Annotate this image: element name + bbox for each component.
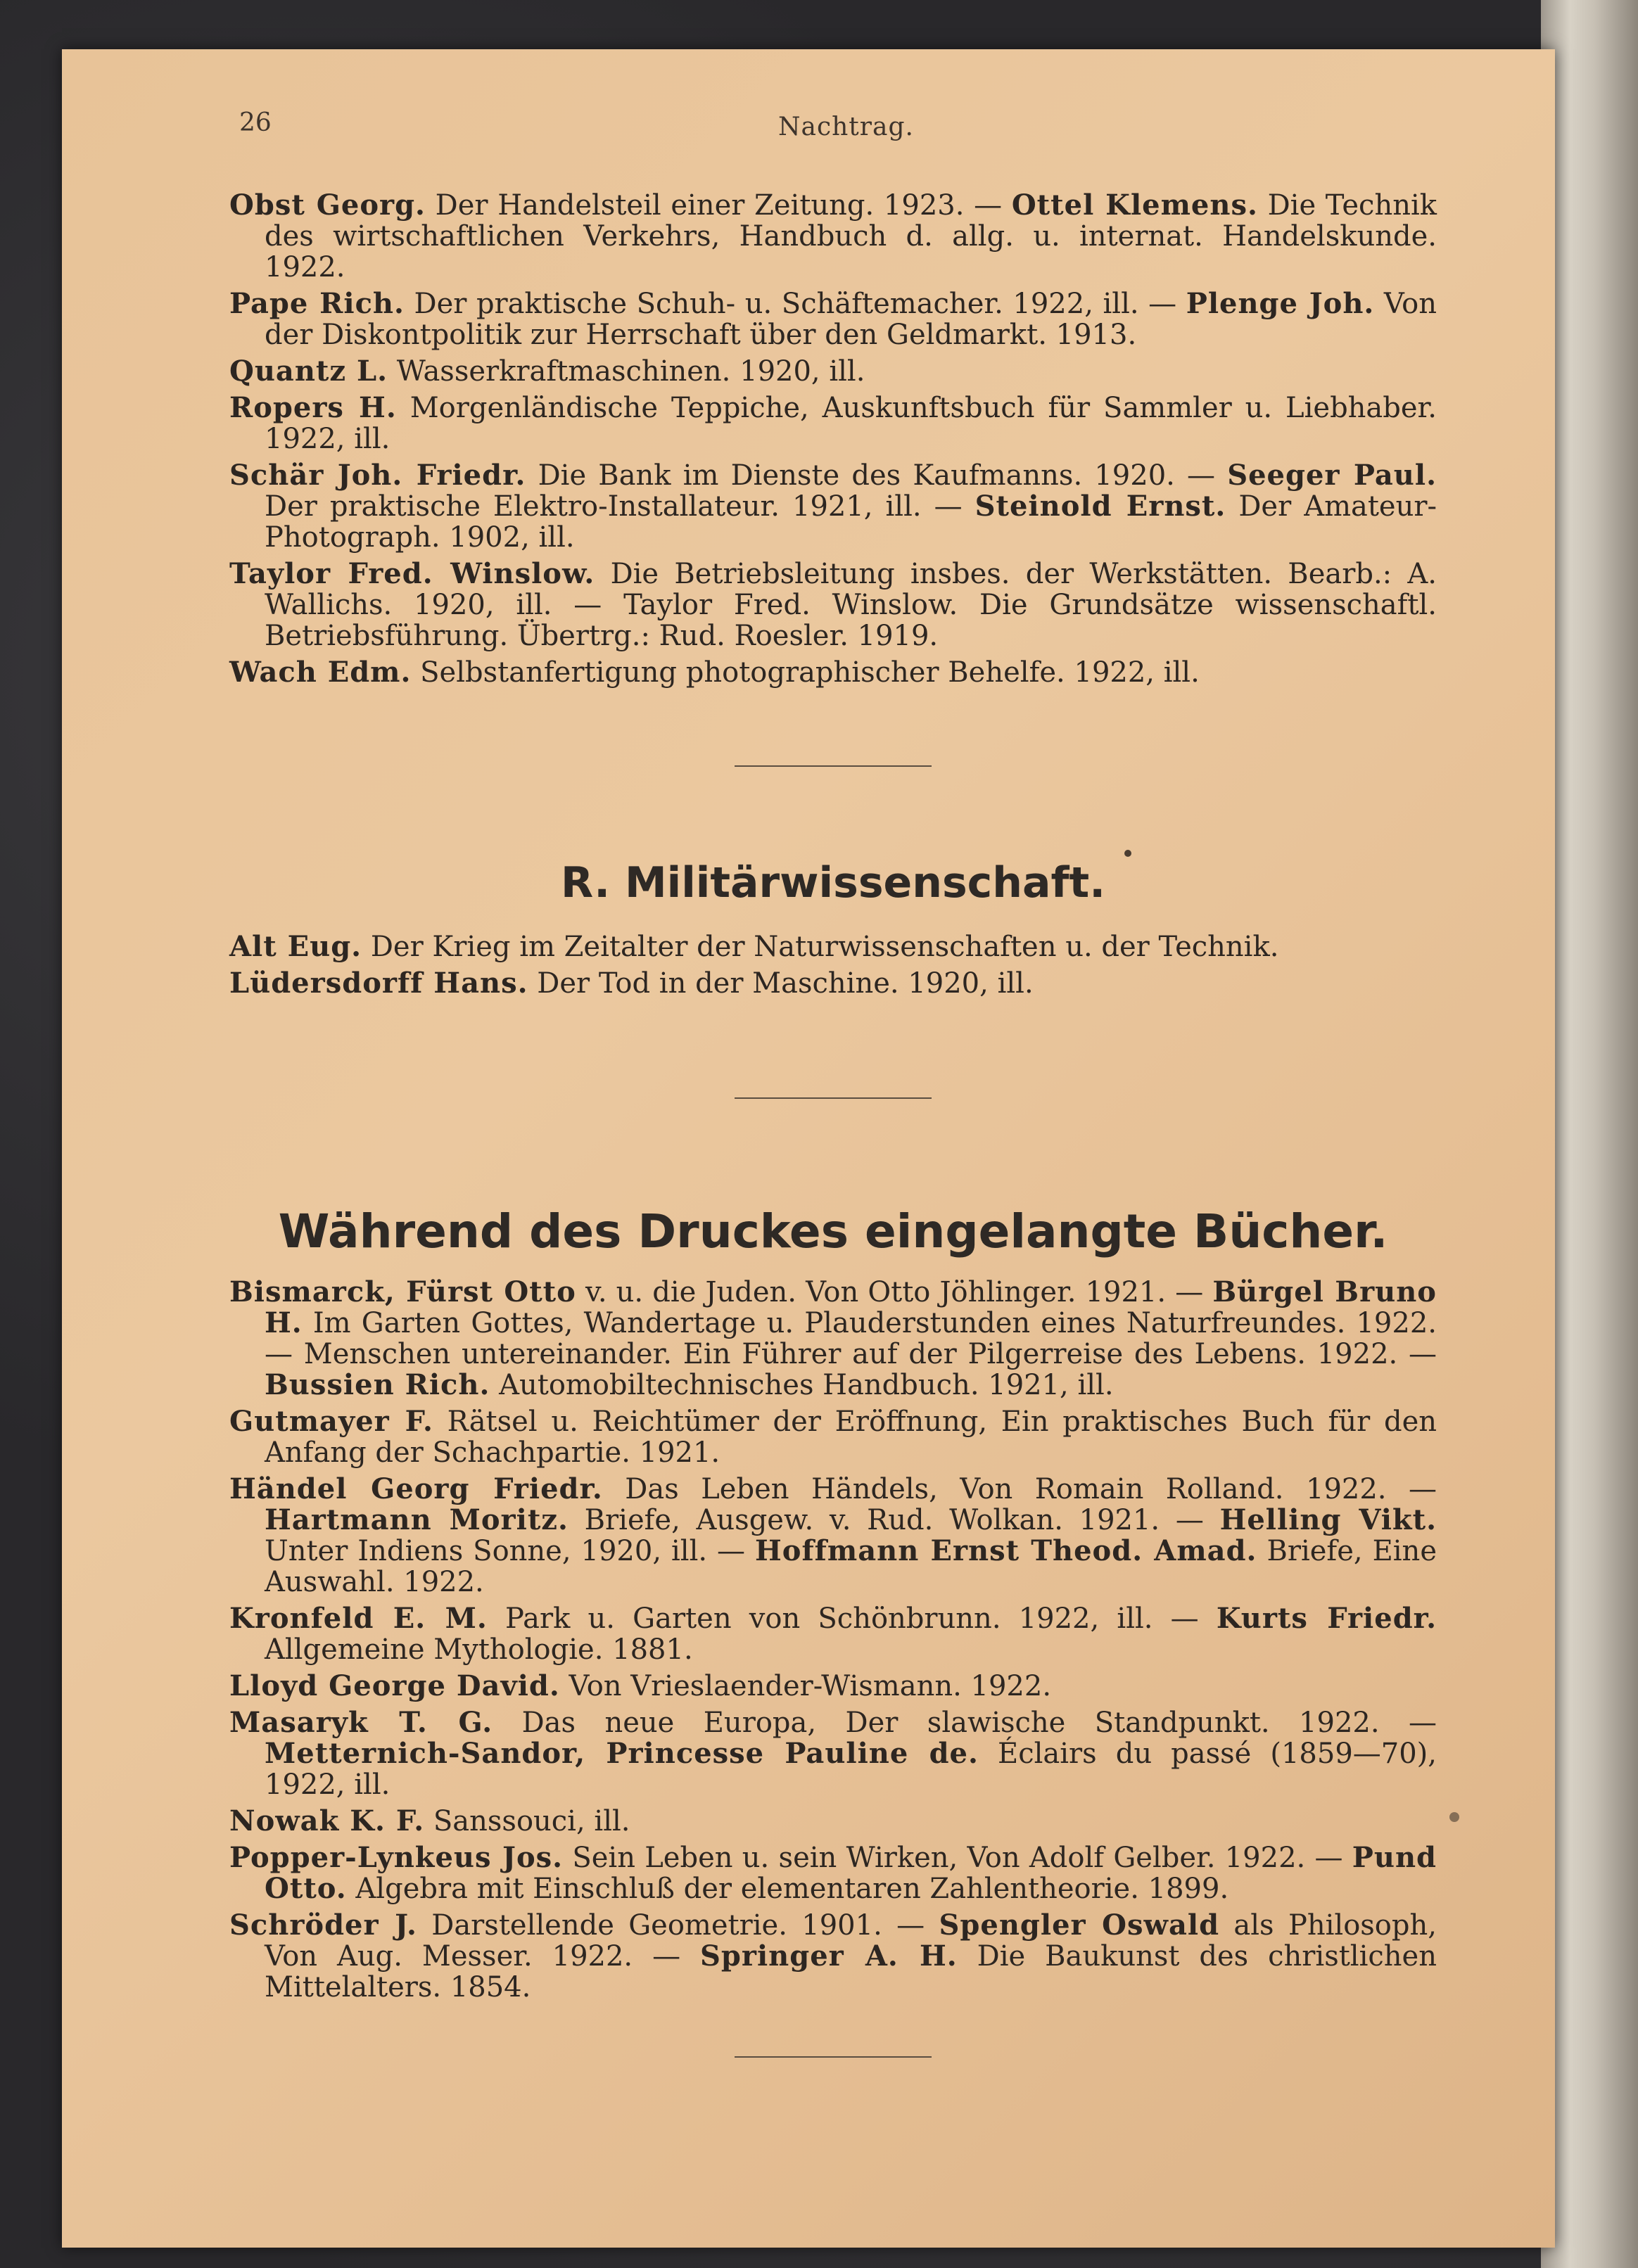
entry-text: Der praktische Elektro-Installateur. 1921, ill. — [265,490,975,523]
divider-rule [735,2056,932,2058]
section-3-entries [229,1277,1437,2003]
entry-text: Die Technik des wirtschaftlichen Verkehrs, Handbuch d. allg. u. internat. Handelskunde. 1922. [265,189,1437,284]
entry-text: Der Amateur-Photograph. 1902, ill. [265,490,1437,554]
entry-text: Rätsel u. Reichtümer der Eröffnung, Ein praktisches Buch für den Anfang der Schachpartie. 1921. [265,1406,1437,1469]
bibliography-entry [229,460,1437,553]
entry-text: Sanssouci, ill. [424,1805,630,1837]
bibliography-entry [229,1707,1437,1800]
entry-text: v. u. die Juden. Von Otto Jöhlinger. 1921. — [576,1276,1213,1308]
entry-text: Das Leben Händels, Von Romain Rolland. 1922. — [602,1473,1437,1505]
entry-author: Schröder J. [229,1909,417,1942]
bibliography-entry [229,356,1437,387]
entry-author: Gutmayer F. [229,1405,433,1438]
bibliography-entry [229,288,1437,350]
entry-author: Obst Georg. [229,189,426,222]
entry-text: Unter Indiens Sonne, 1920, ill. — [265,1535,755,1567]
entry-author: Alt Eug. [229,930,362,963]
entry-text: Wasserkraftmaschinen. 1920, ill. [388,355,865,388]
running-title: Nachtrag. [778,113,914,141]
entry-text: Morgenländische Teppiche, Auskunftsbuch für Sammler u. Liebhaber. 1922, ill. [265,392,1437,455]
section-2-entries [229,931,1437,999]
bibliography-entry [229,1910,1437,2003]
entry-author: Händel Georg Friedr. [229,1472,603,1505]
entry-author: Schär Joh. Friedr. [229,459,526,492]
entry-text: Briefe, Ausgew. v. Rud. Wolkan. 1921. — [568,1504,1220,1536]
entry-author: Bürgel Bruno H. [265,1275,1437,1339]
page-number: 26 [239,108,272,137]
entry-author: Kronfeld E. M. [229,1602,488,1635]
entry-text: Von Vrieslaender-Wismann. 1922. [559,1670,1052,1702]
entry-text: Briefe, Eine Auswahl. 1922. [265,1535,1437,1598]
bibliography-entry [229,559,1437,651]
entry-author: Kurts Friedr. [1216,1602,1437,1635]
entry-text: Park u. Garten von Schönbrunn. 1922, ill. — [487,1603,1217,1635]
bibliography-entry [229,1277,1437,1401]
entry-text: Der Krieg im Zeitalter der Naturwissenschaften u. der Technik. [362,931,1279,963]
entry-author: Hartmann Moritz. [265,1503,569,1536]
bibliography-entry [229,1842,1437,1904]
entry-author: Pund Otto. [265,1841,1437,1905]
divider-rule [735,1097,932,1099]
bibliography-entry [229,931,1437,962]
entry-author: Taylor Fred. Winslow. [229,557,595,590]
bibliography-entry [229,1474,1437,1598]
page-stack-edge [1541,0,1638,2268]
entry-text: Sein Leben u. sein Wirken, Von Adolf Gelber. 1922. — [563,1842,1352,1874]
entry-text: Selbstanfertigung photographischer Behelfe. 1922, ill. [411,656,1200,689]
ink-speck [1449,1812,1459,1822]
section-title-militaerwissenschaft: R. Militärwissenschaft. [560,858,1106,907]
entry-text: Automobiltechnisches Handbuch. 1921, ill. [490,1369,1114,1401]
entry-text: Die Bank im Dienste des Kaufmanns. 1920. — [526,459,1228,492]
entry-author: Seeger Paul. [1227,459,1437,492]
divider-rule [735,765,932,767]
entry-author: Plenge Joh. [1186,287,1375,320]
entry-text: Der Handelsteil einer Zeitung. 1923. — [425,189,1012,222]
entry-text: Der Tod in der Maschine. 1920, ill. [528,967,1034,1000]
entry-author: Ottel Klemens. [1011,189,1258,222]
entry-text: Von der Diskontpolitik zur Herrschaft über den Geldmarkt. 1913. [265,288,1437,351]
entry-author: Metternich-Sandor, Princesse Pauline de. [265,1737,979,1770]
entry-author: Nowak K. F. [229,1804,425,1837]
section-title-druckes: Während des Druckes eingelangte Bücher. [278,1204,1388,1259]
entry-author: Bussien Rich. [265,1368,490,1401]
entry-text: Allgemeine Mythologie. 1881. [265,1633,693,1666]
entry-author: Helling Vikt. [1219,1503,1437,1536]
entry-author: Springer A. H. [700,1939,958,1973]
entry-text: Darstellende Geometrie. 1901. — [417,1909,939,1942]
entry-author: Ropers H. [229,391,397,424]
entry-author: Pape Rich. [229,287,405,320]
page-content [229,106,1437,2058]
entry-author: Steinold Ernst. [974,490,1226,523]
bibliography-entry [229,968,1437,999]
entry-author: Lüdersdorff Hans. [229,967,528,1000]
entry-author: Masaryk T. G. [229,1706,493,1739]
bibliography-entry [229,1806,1437,1837]
entry-author: Popper-Lynkeus Jos. [229,1841,564,1874]
bibliography-entry [229,190,1437,283]
page-header [229,106,1437,155]
bibliography-entry [229,1671,1437,1702]
bibliography-entry [229,393,1437,454]
entry-author: Spengler Oswald [939,1909,1220,1942]
entry-text: Im Garten Gottes, Wandertage u. Plauderstunden eines Naturfreundes. 1922. — Menschen untereinander. Ein Führer auf der Pilgerreise des Lebens. 1922. — [265,1307,1437,1370]
entry-text: als Philosoph, Von Aug. Messer. 1922. — [265,1909,1437,1973]
entry-author: Quantz L. [229,355,388,388]
entry-text: Der praktische Schuh- u. Schäftemacher. 1922, ill. — [404,288,1186,320]
entry-author: Bismarck, Fürst Otto [229,1275,576,1308]
bibliography-entry [229,1603,1437,1665]
entry-text: Algebra mit Einschluß der elementaren Zahlentheorie. 1899. [346,1873,1229,1905]
bibliography-entry [229,1406,1437,1468]
bibliography-entry [229,657,1437,688]
entry-text: Die Betriebsleitung insbes. der Werkstätten. Bearb.: A. Wallichs. 1920, ill. — Taylor Fred. Winslow. Die Grundsätze wissenschaftl. Betriebsführung. Übertrg.: Rud. Roesler. 1919. [265,558,1437,652]
entry-text: Das neue Europa, Der slawische Standpunkt. 1922. — [493,1707,1437,1739]
entry-author: Lloyd George David. [229,1669,560,1702]
entry-author: Hoffmann Ernst Theod. Amad. [755,1534,1257,1567]
section-1-entries [229,190,1437,688]
entry-text: Die Baukunst des christlichen Mittelalters. 1854. [265,1940,1437,2003]
entry-author: Wach Edm. [229,656,412,689]
entry-text: Éclairs du passé (1859—70), 1922, ill. [265,1738,1437,1801]
